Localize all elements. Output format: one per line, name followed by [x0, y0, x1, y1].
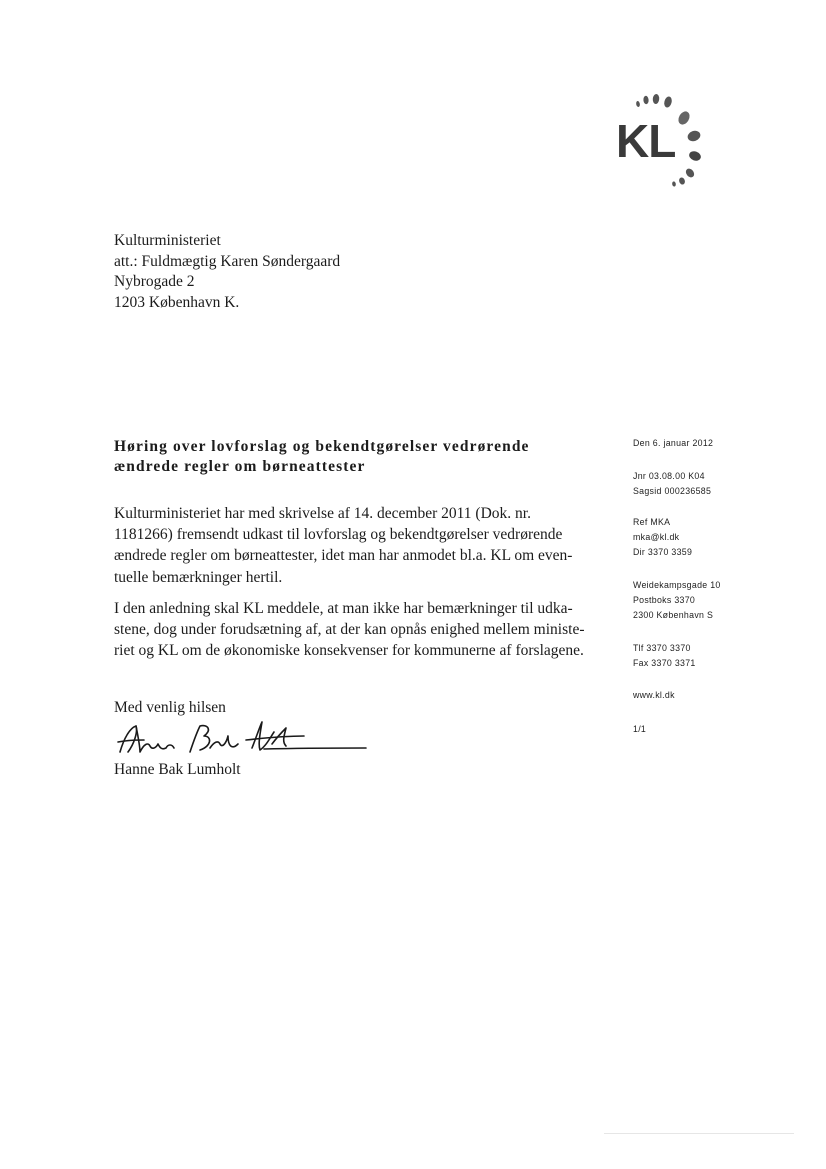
- logo-text: KL: [616, 115, 676, 167]
- sidebar-phone: [633, 641, 696, 671]
- body-paragraph-2: [114, 598, 600, 662]
- recipient-line: att.: Fuldmægtig Karen Søndergaard: [114, 252, 341, 270]
- body-line: 1181266) fremsendt udkast til lovforslag og bekendtgørelser vedrørende: [114, 526, 563, 544]
- direct-phone: Dir 3370 3359: [633, 547, 693, 557]
- website: www.kl.dk: [633, 690, 675, 700]
- date-text: Den 6. januar 2012: [633, 438, 714, 448]
- closing-salutation: Med venlig hilsen: [114, 699, 226, 716]
- postbox: Postboks 3370: [633, 595, 696, 605]
- subject-line: Høring over lovforslag og bekendtgørelser vedrørende: [114, 438, 530, 455]
- journal-number: Jnr 03.08.00 K04: [633, 471, 705, 481]
- street-address: Weidekampsgade 10: [633, 580, 721, 590]
- body-line: riet og KL om de økonomiske konsekvenser for kommunerne af forslagene.: [114, 642, 584, 660]
- footer-divider: [604, 1133, 794, 1134]
- sidebar-address: [633, 578, 721, 623]
- reference-initials: Ref MKA: [633, 517, 671, 527]
- signer-name: Hanne Bak Lumholt: [114, 761, 241, 778]
- sidebar-date: [633, 436, 713, 451]
- handwritten-signature: [114, 718, 374, 764]
- page-number: 1/1: [633, 724, 647, 734]
- body-paragraph-1: [114, 503, 600, 588]
- body-line: ændrede regler om børneattester, idet man har anmodet bl.a. KL om even-: [114, 547, 573, 565]
- sidebar-reference: [633, 515, 692, 560]
- telephone: Tlf 3370 3370: [633, 643, 691, 653]
- kl-logo: [610, 88, 720, 188]
- recipient-line: Kulturministeriet: [114, 232, 221, 249]
- recipient-line: 1203 København K.: [114, 293, 240, 311]
- sidebar-website: [633, 688, 675, 703]
- body-line: tuelle bemærkninger hertil.: [114, 568, 283, 586]
- body-line: stene, dog under forudsætning af, at der kan opnås enighed mellem ministe-: [114, 621, 585, 639]
- body-line: Kulturministeriet har med skrivelse af 14. december 2011 (Dok. nr.: [114, 505, 531, 522]
- reference-email: mka@kl.dk: [633, 532, 680, 542]
- letter-subject: [114, 437, 594, 477]
- recipient-address: [114, 231, 340, 313]
- sidebar-case-info: [633, 469, 711, 499]
- recipient-line: Nybrogade 2: [114, 273, 195, 290]
- case-id: Sagsid 000236585: [633, 486, 712, 496]
- postal-city: 2300 København S: [633, 610, 714, 620]
- fax: Fax 3370 3371: [633, 658, 696, 668]
- body-line: I den anledning skal KL meddele, at man ikke har bemærkninger til udka-: [114, 600, 573, 617]
- sidebar-page-number: [633, 722, 646, 737]
- subject-line: ændrede regler om børneattester: [114, 458, 366, 475]
